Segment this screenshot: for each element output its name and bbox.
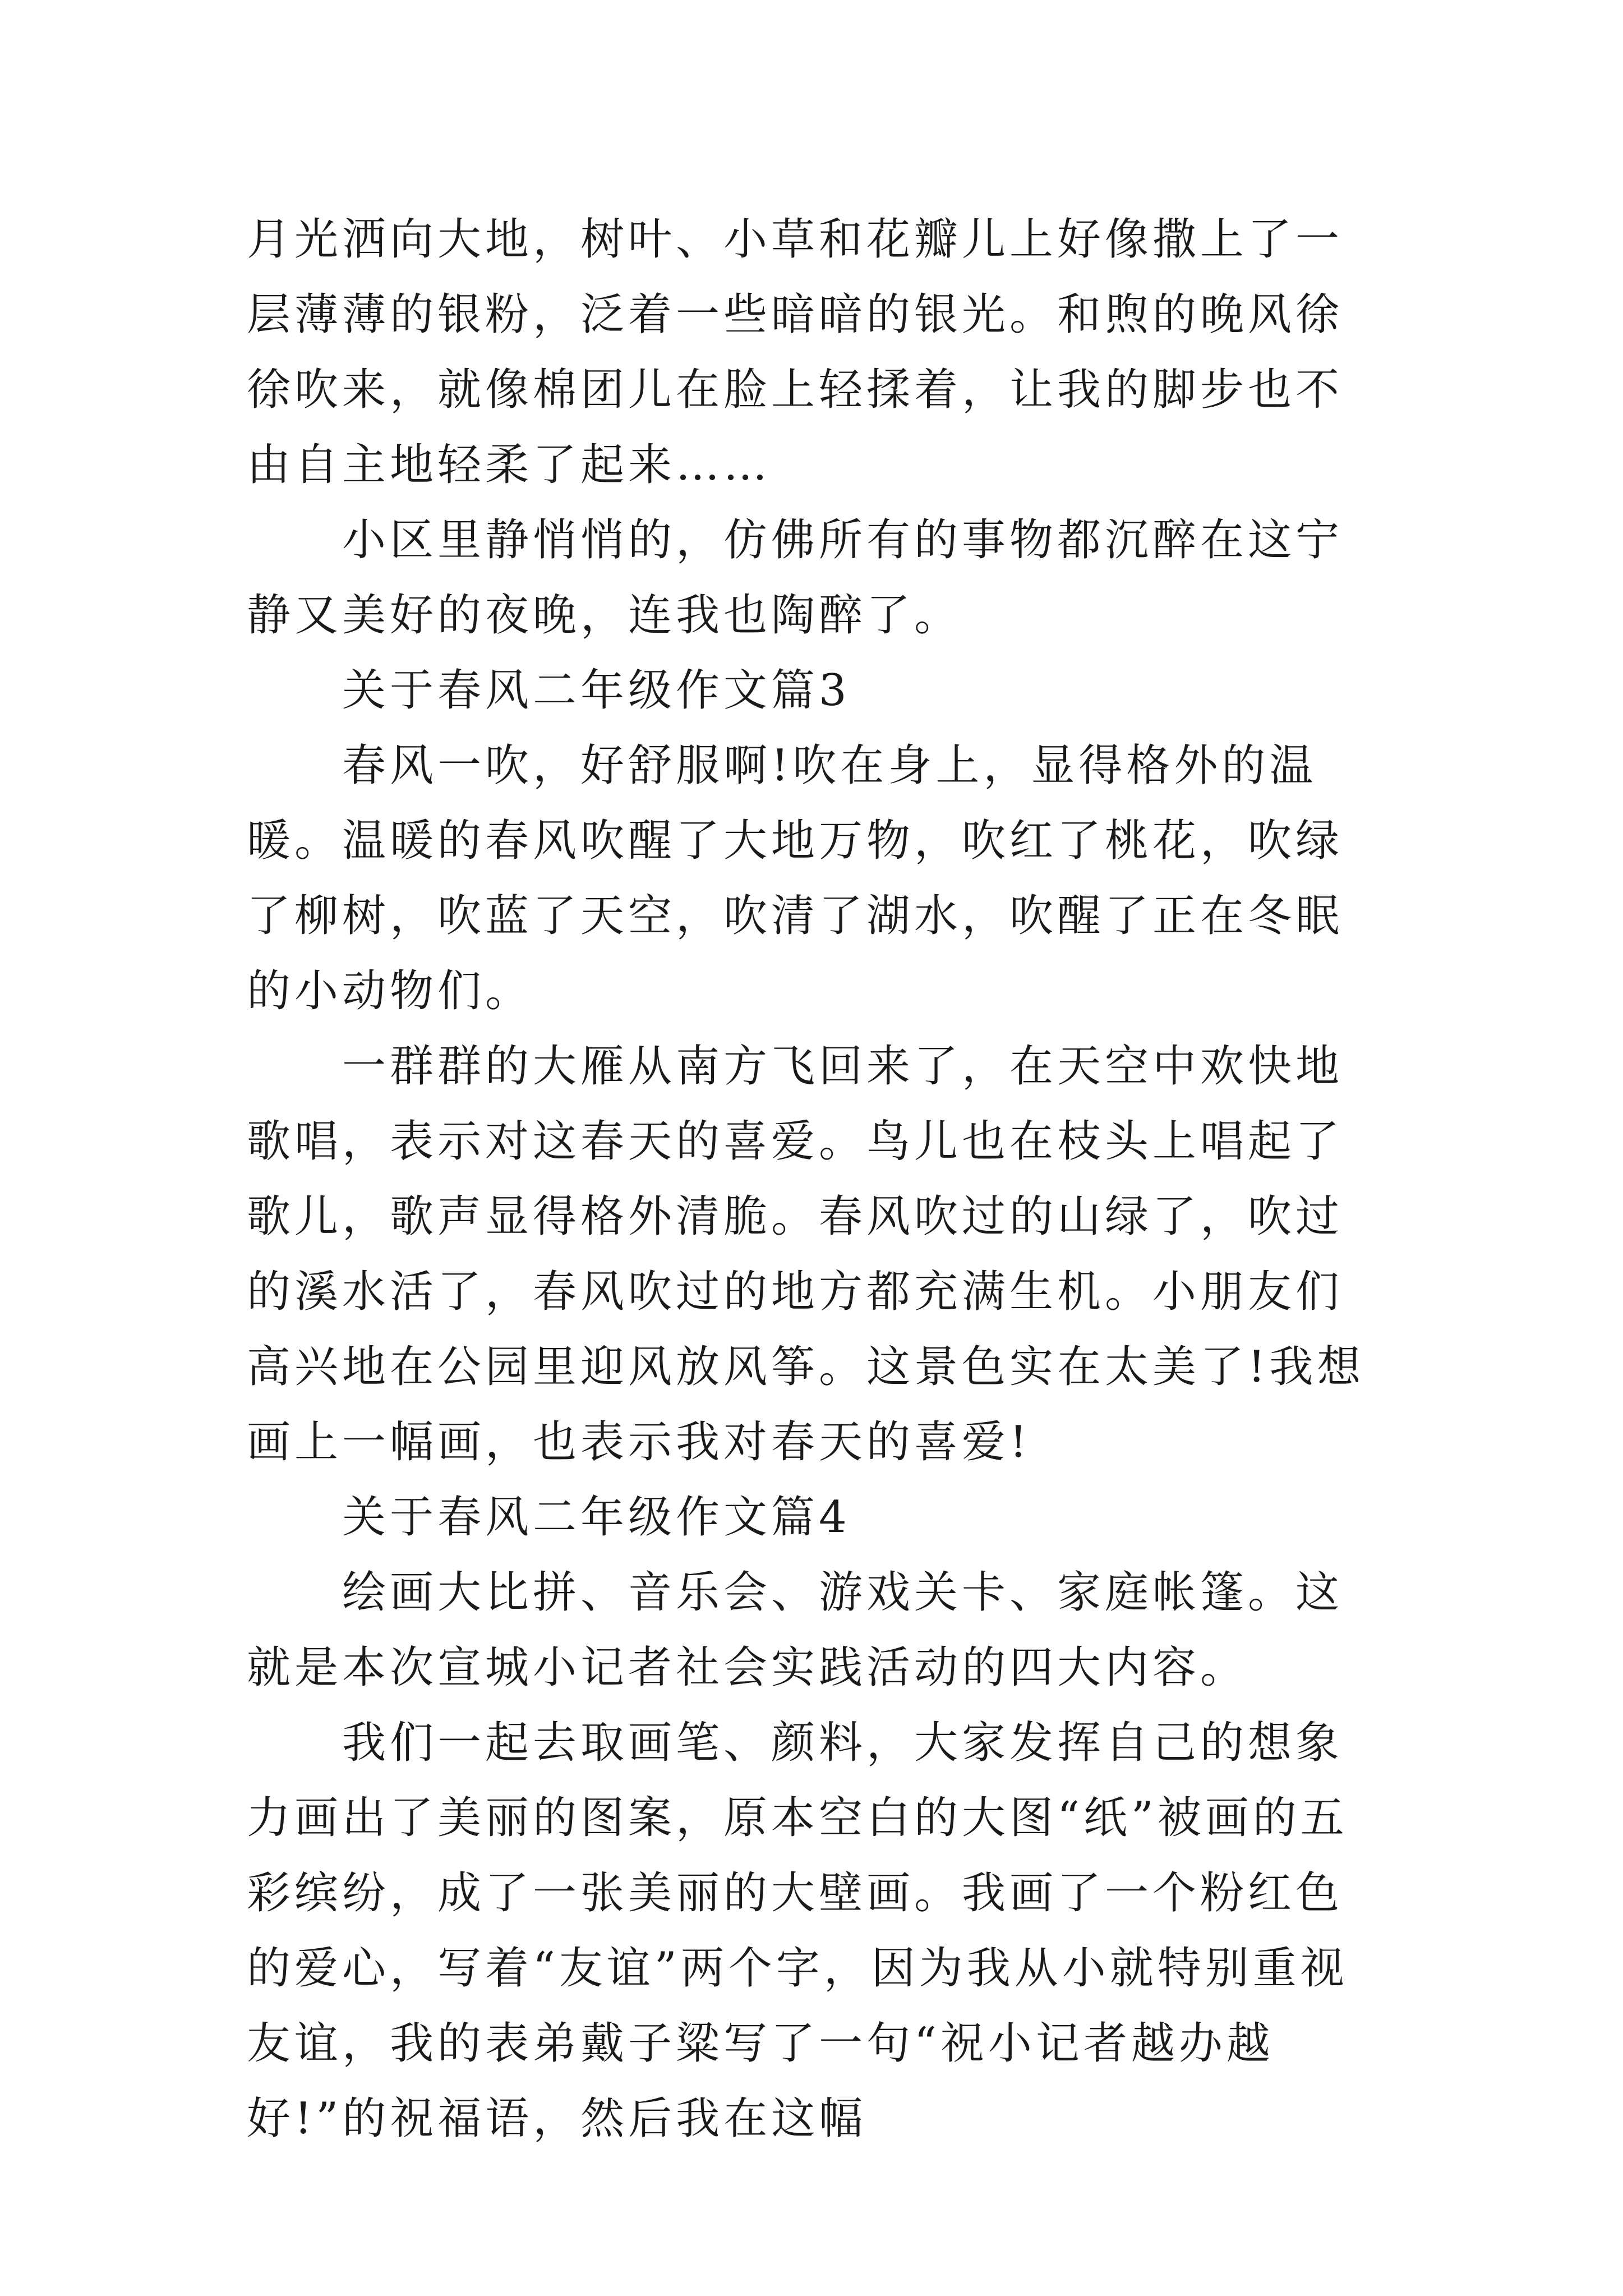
paragraph-moonlight: 月光洒向大地，树叶、小草和花瓣儿上好像撒上了一层薄薄的银粉，泛着一些暗暗的银光。和煦的晚风徐徐吹来，就像棉团儿在脸上轻揉着，让我的脚步也不由自主地轻柔了起来…… bbox=[247, 214, 1344, 490]
paragraph-spring-wind-blows: 春风一吹，好舒服啊!吹在身上，显得格外的温暖。温暖的春风吹醒了大地万物，吹红了桃花，吹绿了柳树，吹蓝了天空，吹清了湖水，吹醒了正在冬眠的小动物们。 bbox=[247, 740, 1344, 1016]
essay-heading-4: 关于春风二年级作文篇4 bbox=[342, 1492, 851, 1543]
document-body bbox=[247, 202, 1385, 2156]
paragraph-mural: 我们一起去取画笔、颜料，大家发挥自己的想象力画出了美丽的图案，原本空白的大图“纸”被画的五彩缤纷，成了一张美丽的大壁画。我画了一个粉红色的爱心，写着“友谊”两个字，因为我从小就特别重视友谊，我的表弟戴子粱写了一句“祝小记者越办越好!”的祝福语，然后我在这幅 bbox=[247, 1718, 1348, 2144]
paragraph-wild-geese: 一群群的大雁从南方飞回来了，在天空中欢快地歌唱，表示对这春天的喜爱。鸟儿也在枝头上唱起了歌儿，歌声显得格外清脆。春风吹过的山绿了，吹过的溪水活了，春风吹过的地方都充满生机。小朋友们高兴地在公园里迎风放风筝。这景色实在太美了!我想画上一幅画，也表示我对春天的喜爱! bbox=[247, 1041, 1365, 1467]
paragraph-activities: 绘画大比拼、音乐会、游戏关卡、家庭帐篷。这就是本次宣城小记者社会实践活动的四大内容。 bbox=[247, 1567, 1344, 1693]
paragraph-quiet-community: 小区里静悄悄的，仿佛所有的事物都沉醉在这宁静又美好的夜晚，连我也陶醉了。 bbox=[247, 515, 1344, 641]
essay-heading-3: 关于春风二年级作文篇3 bbox=[342, 665, 851, 716]
